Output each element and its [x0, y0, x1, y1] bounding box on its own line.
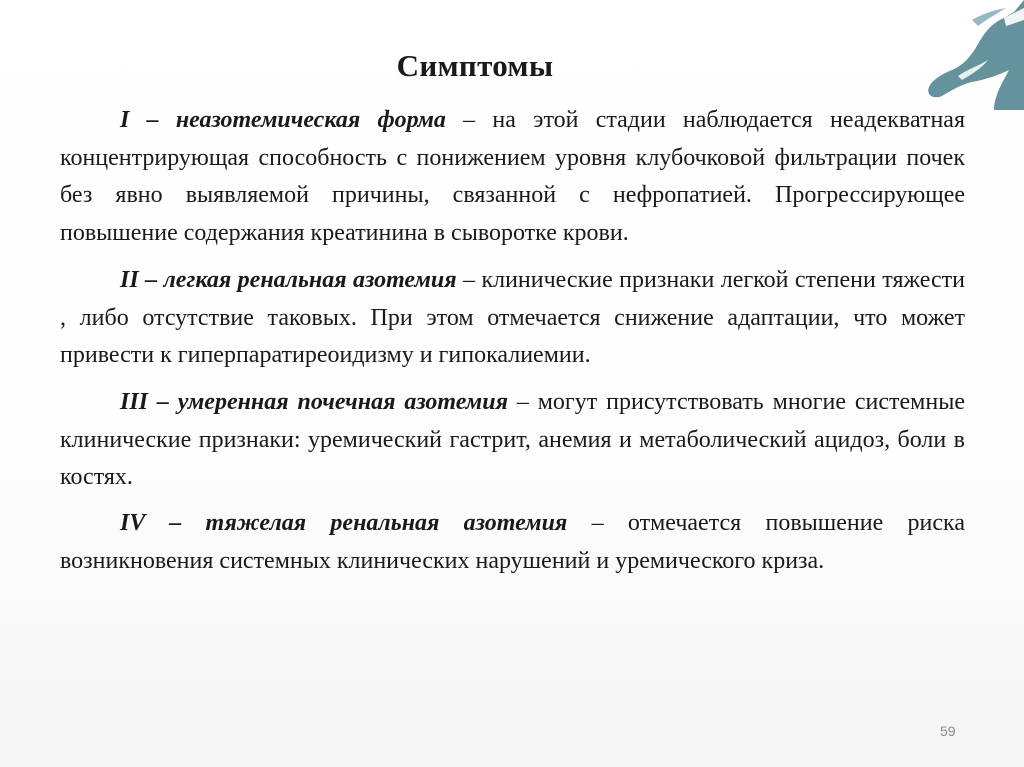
slide-title: Симптомы [396, 48, 554, 83]
stage-term: II – легкая ренальная азотемия [120, 266, 457, 293]
stage-paragraph-1 [60, 102, 965, 253]
stage-description: – на этой стадии наблюдается неадекватная концентрирующая способность с понижением уровня клубочковой фильтрации почек без явно выявляемой причины, связанной с нефропатией. Прогрессирующее повышение содержания креатинина в сыворотке крови. [60, 107, 965, 247]
stage-paragraph-3 [60, 384, 965, 497]
stage-paragraph-2 [60, 262, 965, 375]
stage-term: IV – тяжелая ренальная азотемия [120, 510, 568, 537]
stage-term: III – умеренная почечная азотемия [120, 388, 508, 415]
stage-paragraph-4 [60, 505, 965, 580]
slide-body [60, 102, 965, 589]
stage-description: – отмечается повышение риска возникновения системных клинических нарушений и уремического криза. [60, 510, 966, 574]
page-number: 59 [940, 723, 956, 739]
stage-description: – клинические признаки легкой степени тяжести , либо отсутствие таковых. При этом отмечается снижение адаптации, что может привести к гиперпаратиреоидизму и гипокалиемии. [60, 266, 965, 369]
stage-term: I – неазотемическая форма [120, 107, 446, 133]
stage-description: – могут присутствовать многие системные клинические признаки: уремический гастрит, анемия и метаболический ацидоз, боли в костях. [60, 388, 965, 491]
